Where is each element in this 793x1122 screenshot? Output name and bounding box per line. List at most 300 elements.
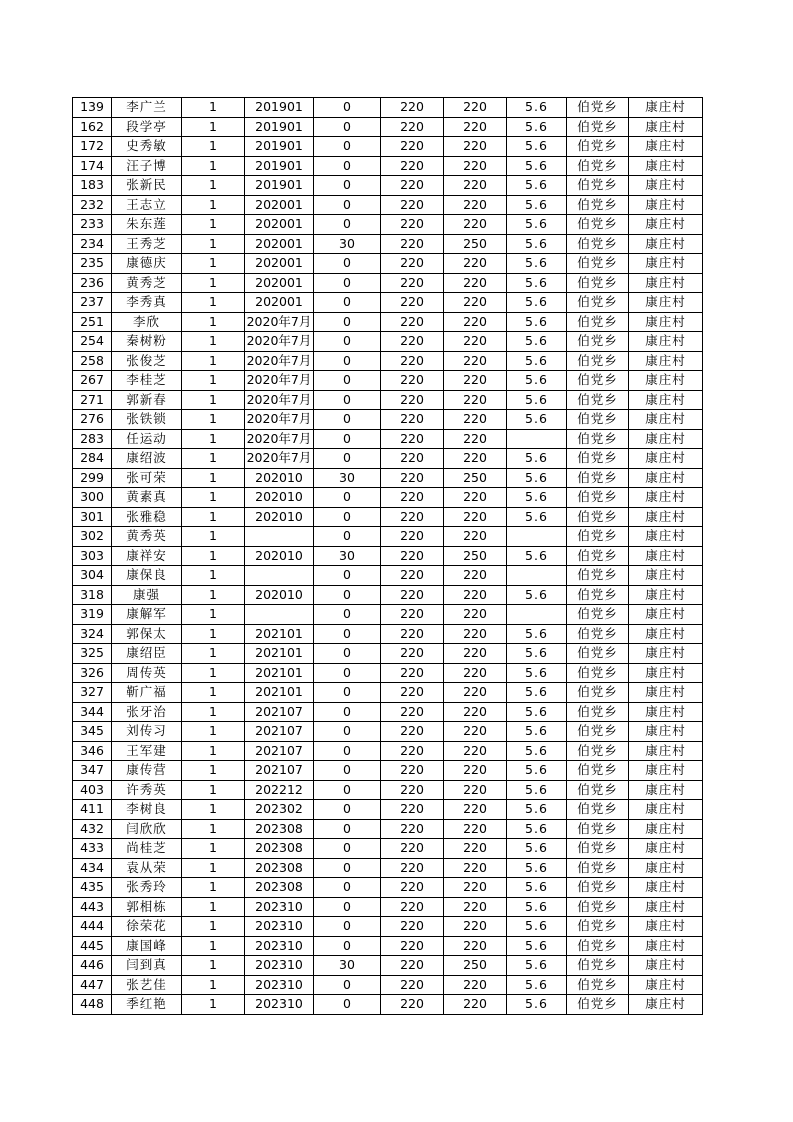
person-name-cell: 张雅稳 [112,507,182,527]
record-id-cell: 446 [73,956,112,976]
township-cell: 伯党乡 [567,468,629,488]
person-name-cell: 张俊芝 [112,351,182,371]
person-name-cell: 张艺佳 [112,975,182,995]
base-amount-cell: 220 [381,351,444,371]
table-row [73,722,703,742]
start-date-cell: 202001 [245,234,314,254]
record-id-cell: 435 [73,878,112,898]
base-amount-cell: 220 [381,644,444,664]
total-amount-cell: 220 [444,195,507,215]
village-cell: 康庄村 [629,644,703,664]
total-amount-cell: 220 [444,332,507,352]
township-cell: 伯党乡 [567,800,629,820]
township-cell: 伯党乡 [567,273,629,293]
standard-cell: 5.6 [507,488,567,508]
base-amount-cell: 220 [381,800,444,820]
standard-cell: 5.6 [507,800,567,820]
township-cell: 伯党乡 [567,644,629,664]
township-cell: 伯党乡 [567,585,629,605]
count-cell: 1 [182,117,245,137]
person-name-cell: 张牙治 [112,702,182,722]
total-amount-cell: 220 [444,176,507,196]
total-amount-cell: 220 [444,117,507,137]
standard-cell: 5.6 [507,975,567,995]
extra-amount-cell: 0 [314,527,381,547]
table-row [73,488,703,508]
village-cell: 康庄村 [629,917,703,937]
record-id-cell: 235 [73,254,112,274]
start-date-cell: 202001 [245,273,314,293]
extra-amount-cell: 0 [314,761,381,781]
start-date-cell: 202107 [245,722,314,742]
table-row [73,390,703,410]
village-cell: 康庄村 [629,234,703,254]
township-cell: 伯党乡 [567,761,629,781]
table-row [73,468,703,488]
extra-amount-cell: 30 [314,956,381,976]
standard-cell: 5.6 [507,117,567,137]
township-cell: 伯党乡 [567,897,629,917]
person-name-cell: 张秀玲 [112,878,182,898]
table-row [73,507,703,527]
base-amount-cell: 220 [381,156,444,176]
standard-cell: 5.6 [507,917,567,937]
base-amount-cell: 220 [381,663,444,683]
count-cell: 1 [182,780,245,800]
record-id-cell: 302 [73,527,112,547]
extra-amount-cell: 0 [314,780,381,800]
table-row [73,741,703,761]
total-amount-cell: 220 [444,605,507,625]
township-cell: 伯党乡 [567,488,629,508]
base-amount-cell: 220 [381,956,444,976]
total-amount-cell: 220 [444,371,507,391]
table-row [73,332,703,352]
total-amount-cell: 220 [444,410,507,430]
standard-cell: 5.6 [507,195,567,215]
start-date-cell: 202310 [245,917,314,937]
standard-cell: 5.6 [507,780,567,800]
extra-amount-cell: 0 [314,683,381,703]
standard-cell [507,605,567,625]
record-id-cell: 267 [73,371,112,391]
total-amount-cell: 220 [444,702,507,722]
township-cell: 伯党乡 [567,176,629,196]
record-id-cell: 346 [73,741,112,761]
person-name-cell: 康祥安 [112,546,182,566]
total-amount-cell: 220 [444,137,507,157]
extra-amount-cell: 0 [314,858,381,878]
record-id-cell: 300 [73,488,112,508]
count-cell: 1 [182,800,245,820]
record-id-cell: 174 [73,156,112,176]
start-date-cell: 202310 [245,956,314,976]
base-amount-cell: 220 [381,137,444,157]
total-amount-cell: 250 [444,956,507,976]
base-amount-cell: 220 [381,527,444,547]
extra-amount-cell: 0 [314,98,381,118]
start-date-cell: 202010 [245,546,314,566]
count-cell: 1 [182,605,245,625]
table-row [73,624,703,644]
record-id-cell: 271 [73,390,112,410]
record-id-cell: 327 [73,683,112,703]
total-amount-cell: 220 [444,995,507,1015]
count-cell: 1 [182,936,245,956]
person-name-cell: 黄秀芝 [112,273,182,293]
count-cell: 1 [182,156,245,176]
standard-cell: 5.6 [507,644,567,664]
township-cell: 伯党乡 [567,663,629,683]
village-cell: 康庄村 [629,312,703,332]
base-amount-cell: 220 [381,761,444,781]
count-cell: 1 [182,839,245,859]
standard-cell: 5.6 [507,137,567,157]
record-id-cell: 444 [73,917,112,937]
extra-amount-cell: 0 [314,897,381,917]
table-row [73,780,703,800]
township-cell: 伯党乡 [567,449,629,469]
person-name-cell: 任运动 [112,429,182,449]
village-cell: 康庄村 [629,780,703,800]
extra-amount-cell: 30 [314,468,381,488]
start-date-cell: 202001 [245,254,314,274]
village-cell: 康庄村 [629,195,703,215]
start-date-cell: 202308 [245,839,314,859]
record-id-cell: 304 [73,566,112,586]
standard-cell: 5.6 [507,410,567,430]
township-cell: 伯党乡 [567,722,629,742]
village-cell: 康庄村 [629,936,703,956]
standard-cell [507,566,567,586]
township-cell: 伯党乡 [567,390,629,410]
extra-amount-cell: 0 [314,351,381,371]
total-amount-cell: 220 [444,156,507,176]
count-cell: 1 [182,234,245,254]
standard-cell: 5.6 [507,663,567,683]
total-amount-cell: 220 [444,429,507,449]
count-cell: 1 [182,878,245,898]
person-name-cell: 汪子博 [112,156,182,176]
table-row [73,878,703,898]
base-amount-cell: 220 [381,507,444,527]
base-amount-cell: 220 [381,117,444,137]
count-cell: 1 [182,663,245,683]
village-cell: 康庄村 [629,839,703,859]
record-id-cell: 233 [73,215,112,235]
record-id-cell: 236 [73,273,112,293]
start-date-cell: 201901 [245,137,314,157]
start-date-cell: 2020年7月 [245,410,314,430]
table-row [73,371,703,391]
village-cell: 康庄村 [629,819,703,839]
table-row [73,936,703,956]
record-id-cell: 162 [73,117,112,137]
extra-amount-cell: 0 [314,410,381,430]
table-row [73,917,703,937]
standard-cell: 5.6 [507,897,567,917]
total-amount-cell: 220 [444,858,507,878]
total-amount-cell: 250 [444,546,507,566]
record-id-cell: 234 [73,234,112,254]
township-cell: 伯党乡 [567,215,629,235]
count-cell: 1 [182,273,245,293]
standard-cell: 5.6 [507,293,567,313]
record-id-cell: 443 [73,897,112,917]
start-date-cell: 202212 [245,780,314,800]
standard-cell: 5.6 [507,176,567,196]
total-amount-cell: 220 [444,663,507,683]
village-cell: 康庄村 [629,663,703,683]
start-date-cell: 202310 [245,975,314,995]
count-cell: 1 [182,488,245,508]
person-name-cell: 闫到真 [112,956,182,976]
total-amount-cell: 220 [444,683,507,703]
standard-cell: 5.6 [507,624,567,644]
start-date-cell: 202101 [245,663,314,683]
standard-cell: 5.6 [507,371,567,391]
total-amount-cell: 250 [444,234,507,254]
person-name-cell: 尚桂芝 [112,839,182,859]
extra-amount-cell: 0 [314,624,381,644]
total-amount-cell: 220 [444,312,507,332]
start-date-cell: 201901 [245,117,314,137]
person-name-cell: 李欣 [112,312,182,332]
township-cell: 伯党乡 [567,371,629,391]
village-cell: 康庄村 [629,488,703,508]
count-cell: 1 [182,975,245,995]
base-amount-cell: 220 [381,722,444,742]
base-amount-cell: 220 [381,702,444,722]
base-amount-cell: 220 [381,858,444,878]
base-amount-cell: 220 [381,878,444,898]
village-cell: 康庄村 [629,273,703,293]
person-name-cell: 季红艳 [112,995,182,1015]
person-name-cell: 王军建 [112,741,182,761]
record-id-cell: 172 [73,137,112,157]
count-cell: 1 [182,137,245,157]
village-cell: 康庄村 [629,585,703,605]
total-amount-cell: 220 [444,585,507,605]
base-amount-cell: 220 [381,936,444,956]
record-id-cell: 318 [73,585,112,605]
table-row [73,975,703,995]
start-date-cell: 202310 [245,995,314,1015]
person-name-cell: 康国峰 [112,936,182,956]
standard-cell: 5.6 [507,546,567,566]
table-row [73,761,703,781]
start-date-cell: 2020年7月 [245,390,314,410]
table-row [73,546,703,566]
village-cell: 康庄村 [629,683,703,703]
village-cell: 康庄村 [629,137,703,157]
person-name-cell: 郭相栋 [112,897,182,917]
township-cell: 伯党乡 [567,741,629,761]
table-row [73,858,703,878]
village-cell: 康庄村 [629,624,703,644]
village-cell: 康庄村 [629,156,703,176]
table-body [73,98,703,1015]
extra-amount-cell: 0 [314,371,381,391]
township-cell: 伯党乡 [567,780,629,800]
village-cell: 康庄村 [629,546,703,566]
person-name-cell: 李秀真 [112,293,182,313]
village-cell: 康庄村 [629,878,703,898]
table-row [73,702,703,722]
base-amount-cell: 220 [381,390,444,410]
count-cell: 1 [182,176,245,196]
township-cell: 伯党乡 [567,546,629,566]
person-name-cell: 黄秀英 [112,527,182,547]
township-cell: 伯党乡 [567,312,629,332]
total-amount-cell: 220 [444,254,507,274]
count-cell: 1 [182,429,245,449]
extra-amount-cell: 30 [314,546,381,566]
standard-cell: 5.6 [507,839,567,859]
extra-amount-cell: 0 [314,429,381,449]
person-name-cell: 王秀芝 [112,234,182,254]
standard-cell: 5.6 [507,390,567,410]
township-cell: 伯党乡 [567,332,629,352]
township-cell: 伯党乡 [567,156,629,176]
village-cell: 康庄村 [629,995,703,1015]
extra-amount-cell: 0 [314,332,381,352]
township-cell: 伯党乡 [567,234,629,254]
record-id-cell: 344 [73,702,112,722]
start-date-cell: 202308 [245,878,314,898]
total-amount-cell: 220 [444,293,507,313]
table-row [73,644,703,664]
person-name-cell: 靳广福 [112,683,182,703]
table-row [73,683,703,703]
standard-cell: 5.6 [507,215,567,235]
count-cell: 1 [182,644,245,664]
extra-amount-cell: 0 [314,975,381,995]
village-cell: 康庄村 [629,527,703,547]
base-amount-cell: 220 [381,488,444,508]
extra-amount-cell: 0 [314,312,381,332]
table-row [73,585,703,605]
table-row [73,995,703,1015]
start-date-cell [245,605,314,625]
extra-amount-cell: 0 [314,390,381,410]
township-cell: 伯党乡 [567,507,629,527]
total-amount-cell: 220 [444,722,507,742]
township-cell: 伯党乡 [567,878,629,898]
extra-amount-cell: 0 [314,566,381,586]
base-amount-cell: 220 [381,429,444,449]
record-id-cell: 448 [73,995,112,1015]
count-cell: 1 [182,956,245,976]
village-cell: 康庄村 [629,215,703,235]
village-cell: 康庄村 [629,722,703,742]
standard-cell: 5.6 [507,234,567,254]
record-id-cell: 326 [73,663,112,683]
base-amount-cell: 220 [381,780,444,800]
township-cell: 伯党乡 [567,702,629,722]
person-name-cell: 康绍波 [112,449,182,469]
standard-cell: 5.6 [507,273,567,293]
table-row [73,956,703,976]
table-row [73,137,703,157]
start-date-cell: 202101 [245,624,314,644]
township-cell: 伯党乡 [567,858,629,878]
village-cell: 康庄村 [629,449,703,469]
village-cell: 康庄村 [629,390,703,410]
village-cell: 康庄村 [629,98,703,118]
count-cell: 1 [182,546,245,566]
start-date-cell: 2020年7月 [245,371,314,391]
person-name-cell: 李树良 [112,800,182,820]
base-amount-cell: 220 [381,195,444,215]
record-id-cell: 301 [73,507,112,527]
person-name-cell: 康传营 [112,761,182,781]
start-date-cell: 2020年7月 [245,429,314,449]
extra-amount-cell: 0 [314,644,381,664]
base-amount-cell: 220 [381,566,444,586]
total-amount-cell: 220 [444,527,507,547]
start-date-cell: 202302 [245,800,314,820]
count-cell: 1 [182,332,245,352]
extra-amount-cell: 0 [314,117,381,137]
count-cell: 1 [182,702,245,722]
person-name-cell: 郭保太 [112,624,182,644]
person-name-cell: 黄素真 [112,488,182,508]
count-cell: 1 [182,741,245,761]
base-amount-cell: 220 [381,371,444,391]
person-name-cell: 张可荣 [112,468,182,488]
count-cell: 1 [182,917,245,937]
village-cell: 康庄村 [629,702,703,722]
person-name-cell: 秦树粉 [112,332,182,352]
count-cell: 1 [182,390,245,410]
village-cell: 康庄村 [629,507,703,527]
table-row [73,663,703,683]
standard-cell: 5.6 [507,761,567,781]
table-row [73,117,703,137]
count-cell: 1 [182,195,245,215]
township-cell: 伯党乡 [567,527,629,547]
extra-amount-cell: 0 [314,215,381,235]
village-cell: 康庄村 [629,897,703,917]
record-id-cell: 251 [73,312,112,332]
start-date-cell [245,527,314,547]
person-name-cell: 康强 [112,585,182,605]
start-date-cell: 202101 [245,683,314,703]
base-amount-cell: 220 [381,468,444,488]
total-amount-cell: 220 [444,800,507,820]
start-date-cell: 202001 [245,293,314,313]
total-amount-cell: 220 [444,780,507,800]
person-name-cell: 史秀敏 [112,137,182,157]
start-date-cell: 202010 [245,507,314,527]
total-amount-cell: 220 [444,644,507,664]
village-cell: 康庄村 [629,566,703,586]
township-cell: 伯党乡 [567,410,629,430]
standard-cell: 5.6 [507,722,567,742]
person-name-cell: 徐荣花 [112,917,182,937]
record-id-cell: 403 [73,780,112,800]
record-id-cell: 283 [73,429,112,449]
record-id-cell: 345 [73,722,112,742]
table-row [73,195,703,215]
standard-cell [507,429,567,449]
total-amount-cell: 220 [444,936,507,956]
count-cell: 1 [182,215,245,235]
count-cell: 1 [182,351,245,371]
count-cell: 1 [182,819,245,839]
standard-cell: 5.6 [507,858,567,878]
